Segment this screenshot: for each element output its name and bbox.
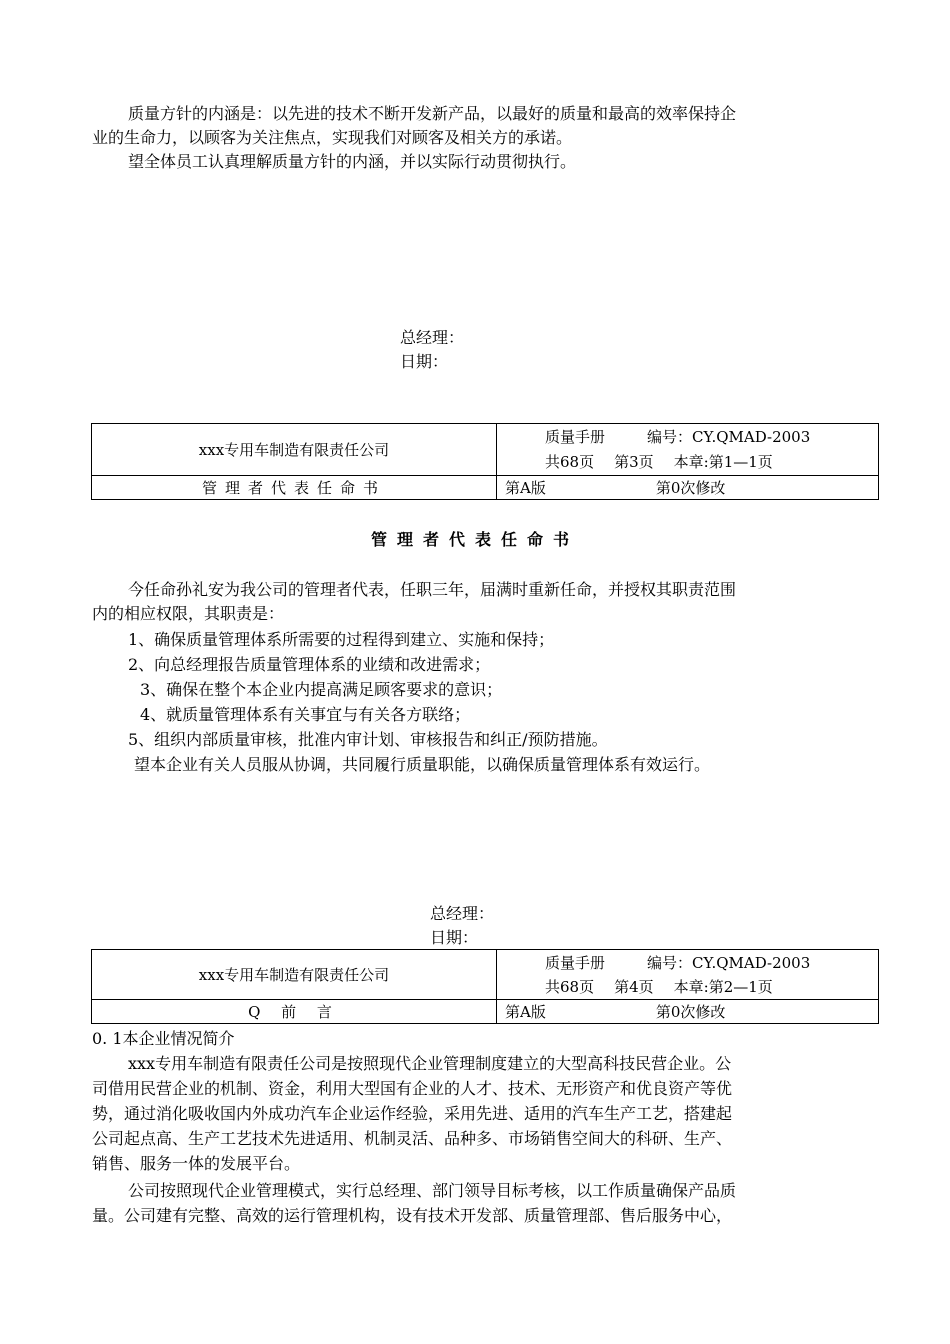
intro-heading: 0. 1本企业情况简介	[92, 1029, 235, 1048]
manual-header-table-2	[91, 949, 879, 1024]
version-label: 第A版	[505, 479, 546, 497]
manual-label: 质量手册	[545, 953, 606, 972]
manual-header-table-1	[91, 423, 879, 500]
version-cell	[497, 476, 879, 500]
duty-item-3: 3、确保在整个本企业内提高满足顾客要求的意识；	[140, 680, 503, 699]
intro-para1-line: 公司起点高、生产工艺技术先进适用、机制灵活、品种多、市场销售空间大的科研、生产、	[92, 1129, 733, 1148]
quality-policy-para2: 望全体员工认真理解质量方针的内涵，并以实际行动贯彻执行。	[128, 152, 577, 171]
manual-info-cell	[497, 950, 879, 1000]
appointment-title: 管理者代表任命书	[370, 530, 579, 549]
company-name-cell: xxx专用车制造有限责任公司	[92, 950, 497, 1000]
chapter-pages: 本章:第2—1页	[673, 977, 773, 996]
appointment-closing: 望本企业有关人员服从协调，共同履行质量职能，以确保质量管理体系有效运行。	[134, 755, 711, 774]
manual-code: 编号：CY.QMAD-2003	[647, 427, 811, 446]
chapter-pages: 本章:第1—1页	[673, 452, 773, 471]
date-label-2: 日期：	[430, 928, 479, 947]
page-number: 第4页	[614, 977, 654, 996]
version-label: 第A版	[505, 1003, 546, 1021]
section-title-cell: Q 前 言	[92, 1000, 497, 1024]
revision-label: 第0次修改	[655, 1003, 726, 1021]
intro-para2-line: 公司按照现代企业管理模式，实行总经理、部门领导目标考核，以工作质量确保产品质	[128, 1181, 737, 1200]
manual-code: 编号：CY.QMAD-2003	[647, 953, 811, 972]
duty-item-5: 5、组织内部质量审核，批准内审计划、审核报告和纠正/预防措施。	[128, 730, 608, 749]
duty-item-1: 1、确保质量管理体系所需要的过程得到建立、实施和保持；	[128, 630, 555, 649]
intro-para1-line: 销售、服务一体的发展平台。	[92, 1154, 301, 1173]
appointment-intro-line2: 内的相应权限，其职责是：	[92, 604, 285, 623]
quality-policy-para1-line1: 质量方针的内涵是：以先进的技术不断开发新产品，以最好的质量和最高的效率保持企	[128, 104, 737, 123]
section-title-cell: 管理者代表任命书	[92, 476, 497, 500]
manual-label: 质量手册	[545, 427, 606, 446]
duty-item-4: 4、就质量管理体系有关事宜与有关各方联络；	[140, 705, 471, 724]
total-pages: 共68页	[545, 977, 595, 996]
manual-info-cell	[497, 424, 879, 476]
company-name-cell: xxx专用车制造有限责任公司	[92, 424, 497, 476]
intro-para1-line: 司借用民营企业的机制、资金，利用大型国有企业的人才、技术、无形资产和优良资产等优	[92, 1079, 733, 1098]
revision-label: 第0次修改	[655, 479, 726, 497]
appointment-intro-line1: 今任命孙礼安为我公司的管理者代表，任职三年，届满时重新任命，并授权其职责范围	[128, 580, 737, 599]
version-cell	[497, 1000, 879, 1024]
gm-signature-label-1: 总经理：	[400, 328, 465, 347]
quality-policy-para1-line2: 业的生命力，以顾客为关注焦点，实现我们对顾客及相关方的承诺。	[92, 128, 573, 147]
date-label-1: 日期：	[400, 352, 449, 371]
intro-para1-line: xxx专用车制造有限责任公司是按照现代企业管理制度建立的大型高科技民营企业。公	[128, 1054, 732, 1073]
gm-signature-label-2: 总经理：	[430, 904, 495, 923]
intro-para1-line: 势，通过消化吸收国内外成功汽车企业运作经验，采用先进、适用的汽车生产工艺，搭建起	[92, 1104, 733, 1123]
total-pages: 共68页	[545, 452, 595, 471]
intro-para2-line: 量。公司建有完整、高效的运行管理机构，设有技术开发部、质量管理部、售后服务中心，	[92, 1206, 733, 1225]
page-number: 第3页	[614, 452, 654, 471]
duty-item-2: 2、向总经理报告质量管理体系的业绩和改进需求；	[128, 655, 491, 674]
